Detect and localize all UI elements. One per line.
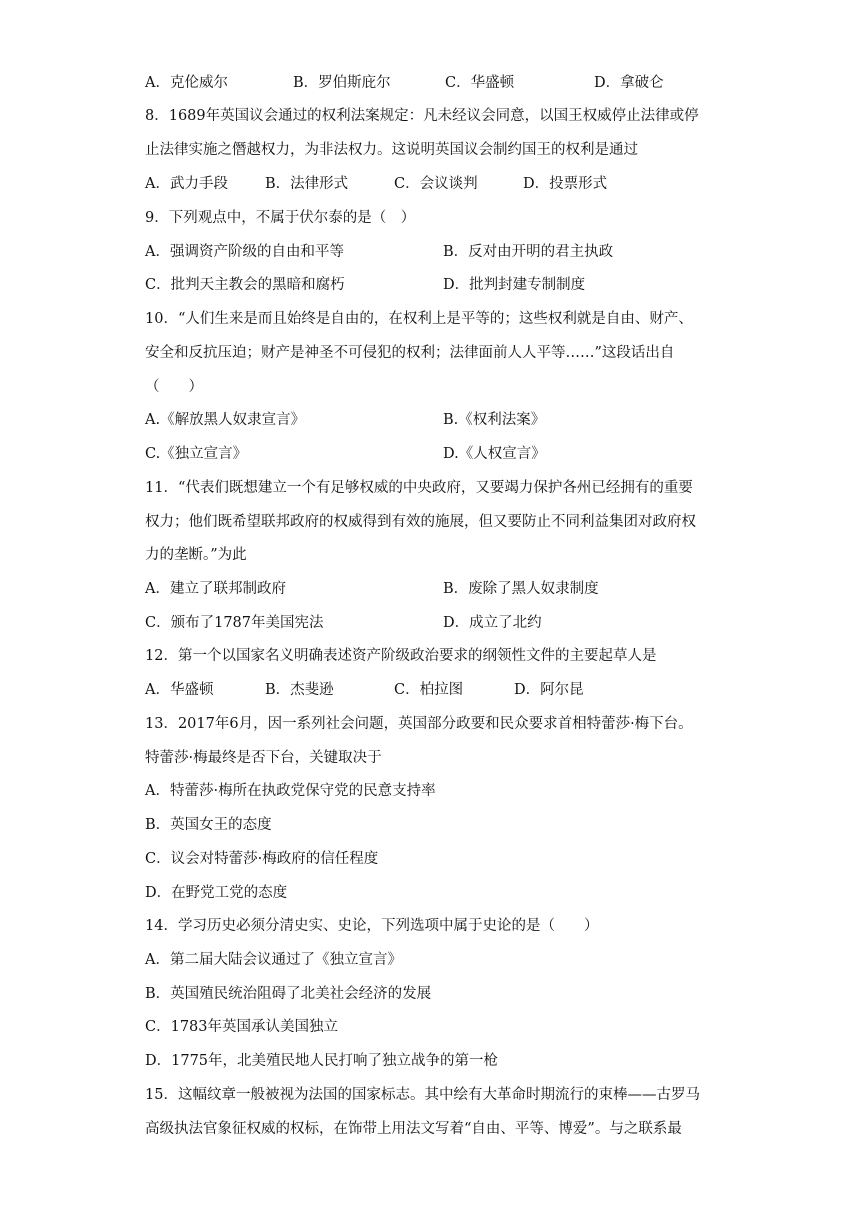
q8-option-c: C．会议谈判 xyxy=(394,176,478,192)
q11-stem-line-1: 11．“代表们既想建立一个有足够权威的中央政府，又要竭力保护各州已经拥有的重要 xyxy=(145,480,693,496)
q13-option-d: D．在野党工党的态度 xyxy=(145,885,288,901)
q14-stem: 14．学习历史必须分清史实、史论，下列选项中属于史论的是（ ） xyxy=(145,918,599,934)
q14-option-c: C．1783年英国承认美国独立 xyxy=(145,1019,338,1035)
q11-option-c: C．颁布了1787年美国宪法 xyxy=(145,615,324,631)
q13-option-a: A．特蕾莎·梅所在执政党保守党的民意支持率 xyxy=(145,783,436,799)
q10-option-a: A.《解放黑人奴隶宣言》 xyxy=(145,412,306,428)
q10-option-b: B.《权利法案》 xyxy=(443,412,546,428)
q10-option-c: C.《独立宣言》 xyxy=(145,446,248,462)
q11-option-b: B．废除了黑人奴隶制度 xyxy=(443,581,599,597)
q10-option-d: D.《人权宣言》 xyxy=(443,446,546,462)
q10-stem-line-2: 安全和反抗压迫；财产是神圣不可侵犯的权利；法律面前人人平等……”这段话出自 xyxy=(145,345,675,361)
q9-option-c: C．批判天主教会的黑暗和腐朽 xyxy=(145,277,345,293)
q15-stem-line-2: 高级执法官象征权威的权标，在饰带上用法文写着“自由、平等、博爱”。与之联系最 xyxy=(145,1121,682,1137)
q13-option-c: C．议会对特蕾莎·梅政府的信任程度 xyxy=(145,851,379,867)
q8-option-a: A．武力手段 xyxy=(145,176,228,192)
q14-option-d: D．1775年，北美殖民地人民打响了独立战争的第一枪 xyxy=(145,1053,499,1069)
q9-stem: 9．下列观点中，不属于伏尔泰的是（ ） xyxy=(145,210,416,226)
q12-option-b: B．杰斐逊 xyxy=(265,682,334,698)
q13-option-b: B．英国女王的态度 xyxy=(145,817,272,833)
q10-stem-line-3: （ ） xyxy=(145,379,203,395)
q11-option-d: D．成立了北约 xyxy=(443,615,542,631)
q7-option-d: D．拿破仑 xyxy=(594,75,664,91)
q7-option-a: A．克伦威尔 xyxy=(145,75,228,91)
q14-option-b: B．英国殖民统治阻碍了北美社会经济的发展 xyxy=(145,986,432,1002)
q13-stem-line-1: 13．2017年6月，因一系列社会问题，英国部分政要和民众要求首相特蕾莎·梅下台。 xyxy=(145,716,693,732)
q13-stem-line-2: 特蕾莎·梅最终是否下台，关键取决于 xyxy=(145,750,382,766)
q14-option-a: A．第二届大陆会议通过了《独立宣言》 xyxy=(145,952,402,968)
q11-option-a: A．建立了联邦制政府 xyxy=(145,581,286,597)
q12-option-a: A．华盛顿 xyxy=(145,682,214,698)
q9-option-d: D．批判封建专制制度 xyxy=(443,277,586,293)
q9-option-b: B．反对由开明的君主执政 xyxy=(443,244,614,260)
q11-stem-line-2: 权力；他们既希望联邦政府的权威得到有效的施展，但又要防止不同利益集团对政府权 xyxy=(145,514,696,530)
q9-option-a: A．强调资产阶级的自由和平等 xyxy=(145,244,344,260)
q8-stem-line-2: 止法律实施之僭越权力，为非法权力。这说明英国议会制约国王的权利是通过 xyxy=(145,142,638,158)
q12-option-c: C．柏拉图 xyxy=(394,682,464,698)
q7-option-c: C．华盛顿 xyxy=(445,75,515,91)
q7-option-b: B．罗伯斯庇尔 xyxy=(293,75,391,91)
q15-stem-line-1: 15．这幅纹章一般被视为法国的国家标志。其中绘有大革命时期流行的束棒——古罗马 xyxy=(145,1087,700,1103)
q12-option-d: D．阿尔昆 xyxy=(514,682,584,698)
q8-option-d: D．投票形式 xyxy=(523,176,608,192)
q8-stem-line-1: 8．1689年英国议会通过的权利法案规定：凡未经议会同意，以国王权威停止法律或停 xyxy=(145,108,699,124)
q8-option-b: B．法律形式 xyxy=(265,176,349,192)
q11-stem-line-3: 力的垄断。”为此 xyxy=(145,547,247,563)
q10-stem-line-1: 10．“人们生来是而且始终是自由的，在权利上是平等的；这些权利就是自由、财产、 xyxy=(145,311,693,327)
q12-stem: 12．第一个以国家名义明确表述资产阶级政治要求的纲领性文件的主要起草人是 xyxy=(145,648,657,664)
